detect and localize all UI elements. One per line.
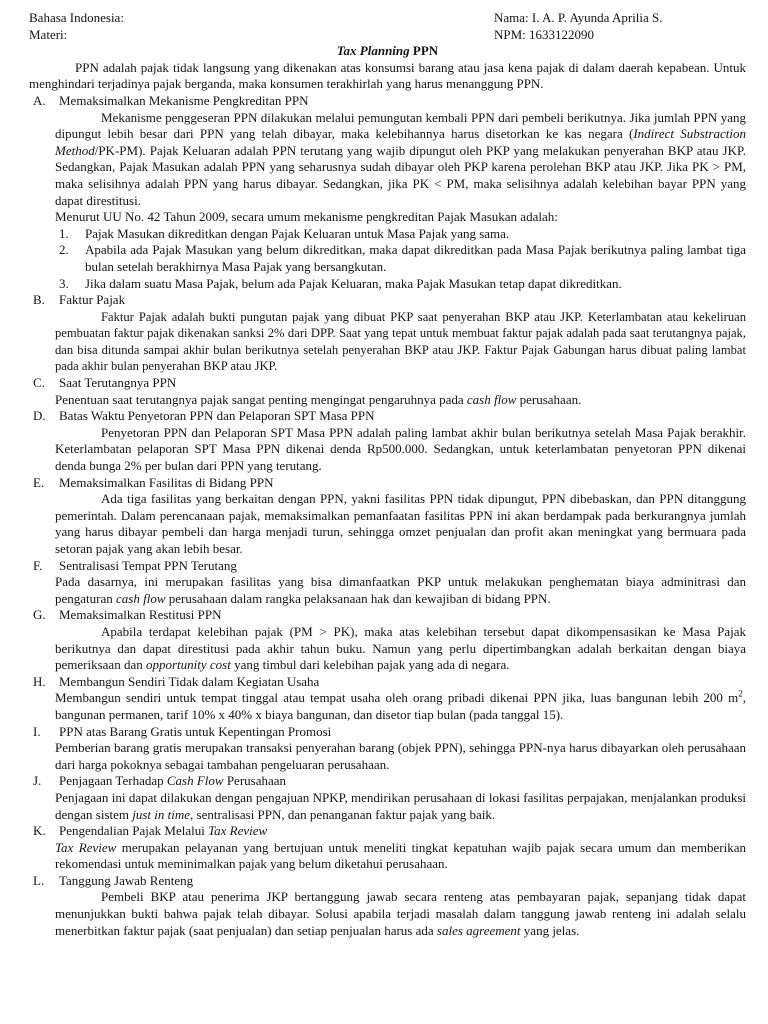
text-run: Perusahaan bbox=[223, 773, 287, 789]
section-g-body bbox=[55, 624, 746, 674]
text-run: Pengendalian Pajak Melalui bbox=[59, 823, 209, 839]
section-marker: J. bbox=[33, 773, 42, 789]
section-marker: G. bbox=[33, 607, 46, 623]
text-run: Penjagaan Terhadap bbox=[59, 773, 167, 789]
section-h-heading bbox=[29, 674, 746, 691]
section-marker: E. bbox=[33, 474, 45, 490]
section-title: Sentralisasi Tempat PPN Terutang bbox=[59, 557, 237, 573]
numbered-item bbox=[59, 276, 746, 293]
italic-term: Indirect Substraction Method bbox=[55, 126, 746, 158]
italic-term: Tax Review bbox=[208, 823, 268, 839]
section-e-body bbox=[55, 491, 746, 557]
italic-term: Cash Flow bbox=[166, 773, 224, 789]
section-marker: D. bbox=[33, 408, 46, 424]
section-i-heading bbox=[29, 724, 746, 741]
text-run: merupakan pelayanan yang bertujuan untuk meneliti tingkat kepatuhan wajib pajak secara umum dan memberikan rekomendasi untuk meminimalkan pajak yang belum diketahui perusahaan. bbox=[55, 839, 747, 872]
section-title: Saat Terutangnya PPN bbox=[59, 375, 177, 391]
section-title: Tanggung Jawab Renteng bbox=[59, 872, 194, 888]
numbered-item bbox=[59, 242, 746, 275]
section-j-paragraph bbox=[55, 790, 746, 823]
section-title bbox=[59, 773, 746, 790]
student-name: Nama: I. A. P. Ayunda Aprilia S. bbox=[494, 10, 663, 25]
student-npm: NPM: 1633122090 bbox=[494, 26, 595, 42]
item-marker: 2. bbox=[59, 242, 69, 258]
section-f-paragraph bbox=[55, 574, 746, 607]
text-run: Mekanisme penggeseran PPN dilakukan melalui pemungutan kembali PPN dari pembeli berikutnya. Jika jumlah PPN yang dipungut lebih besar dari PPN yang telah dibayar, maka kelebihannya harus disetorkan ke kas negara ( bbox=[55, 109, 746, 142]
document-title bbox=[29, 43, 746, 60]
section-title: Faktur Pajak bbox=[59, 292, 126, 308]
superscript: 2 bbox=[738, 689, 743, 700]
section-i-body bbox=[55, 740, 746, 773]
section-c-paragraph bbox=[55, 392, 746, 409]
item-marker: 3. bbox=[59, 275, 69, 291]
section-b-body bbox=[55, 309, 746, 375]
section-h-body bbox=[55, 690, 746, 723]
section-b-paragraph: Faktur Pajak adalah bukti pungutan pajak yang dibuat PKP saat penyerahan BKP atau JKP. Keterlambatan atau kekeliruan pembuatan faktur pajak dikenakan sanksi 2% dari DPP. Saat yang tepat untuk membuat faktur pajak adalah pada saat terutangnya pajak, dan bisa ditunda sampai akhir bulan berikutnya setelah penyerahan BKP atau JKP. Faktur Pajak Gabungan harus dibuat paling lambat pada akhir bulan penyerahan BKP atau JKP. bbox=[55, 309, 746, 374]
item-marker: 1. bbox=[59, 225, 69, 241]
title-rest: PPN bbox=[409, 43, 439, 59]
text-run: Penentuan saat terutangnya pajak sangat penting mengingat pengaruhnya pada bbox=[55, 391, 467, 407]
item-text: Apabila ada Pajak Masukan yang belum dikreditkan, maka dapat dikreditkan pada Masa Pajak berikutnya paling lambat tiga bulan setelah berakhirnya Masa Pajak yang bersangkutan. bbox=[85, 242, 746, 274]
numbered-item bbox=[59, 226, 746, 243]
section-marker: I. bbox=[33, 723, 41, 739]
section-marker: K. bbox=[33, 823, 46, 839]
text-run: Pembeli BKP atau penerima JKP bertanggung jawab secara renteng atas pembayaran pajak, sepanjang tidak dapat menunjukkan bukti bahwa pajak telah dibayar. Solusi apabila terjadi masalah dalam tanggung jawab renteng ini adalah selalu menerbitkan faktur pajak (saat penjualan) dan setiap penjualan harus ada bbox=[55, 889, 746, 938]
section-j-body bbox=[55, 790, 746, 823]
section-title: Memaksimalkan Mekanisme Pengkreditan PPN bbox=[59, 92, 309, 108]
section-title: Memaksimalkan Restitusi PPN bbox=[59, 607, 222, 623]
section-marker: C. bbox=[33, 375, 45, 391]
section-k-body bbox=[55, 840, 746, 873]
section-title bbox=[59, 823, 746, 840]
section-c-body bbox=[55, 392, 746, 409]
section-h-paragraph bbox=[55, 690, 746, 723]
section-e-paragraph: Ada tiga fasilitas yang berkaitan dengan PPN, yakni fasilitas PPN tidak dipungut, PPN dibebaskan, dan PPN ditanggung pemerintah. Dalam perencanaan pajak, memaksimalkan pemanfaatan fasilitas PPN ini akan berdampak pada berkurangnya jumlah yang harus dibayar pembeli dan harga menjadi turun, sehingga omzet penjualan dan profit akan meningkat yang bermuara pada setoran pajak yang akan lebih besar. bbox=[55, 491, 746, 556]
text-run: /PK-PM). Pajak Keluaran adalah PPN terutang yang wajib dipungut oleh PKP yang melakukan penyerahan BKP atau JKP. Sedangkan, Pajak Masukan adalah PPN yang seharusnya sudah dibayar oleh PKP karena perolehan BKP atau JKP. Jika PK > PM, maka selisihnya adalah PPN yang harus dibayar. Sedangkan, jika PK < PM, maka selisihnya adalah kelebihan bayar PPN yang dapat direstitusi. bbox=[55, 142, 746, 208]
text-run: perusahaan. bbox=[516, 391, 582, 407]
text-run: , bangunan permanen, tarif 10% x 40% x biaya bangunan, dan disetor tiap bulan (pada tanggal 15). bbox=[55, 690, 746, 722]
section-g-paragraph bbox=[55, 624, 746, 674]
section-a-heading bbox=[29, 93, 746, 110]
section-title: Memaksimalkan Fasilitas di Bidang PPN bbox=[59, 474, 274, 490]
text-run: Apabila terdapat kelebihan pajak (PM > PK), maka atas kelebihan tersebut dapat dikompensasikan ke Masa Pajak berikutnya dan dapat direstitusi pada akhir tahun buku. Namun yang perlu dipertimbangkan adalah berkaitan dengan biaya pemeriksaan dan bbox=[55, 623, 746, 673]
section-title: Membangun Sendiri Tidak dalam Kegiatan Usaha bbox=[59, 673, 320, 689]
italic-term: Tax Review bbox=[55, 839, 117, 855]
section-i-paragraph: Pemberian barang gratis merupakan transaksi penyerahan barang (objek PPN), sehingga PPN-nya harus dibayarkan oleh perusahaan dari harga pokoknya sebagai tambahan pengeluaran perusahaan. bbox=[55, 740, 746, 772]
italic-term: cash flow bbox=[116, 590, 166, 606]
text-run: Membangun sendiri untuk tempat tinggal atau tempat usaha oleh orang pribadi dikenai PPN jika, luas bangunan lebih 200 m bbox=[55, 690, 739, 706]
section-marker: B. bbox=[33, 292, 45, 308]
italic-term: cash flow bbox=[466, 391, 517, 407]
section-f-body bbox=[55, 574, 746, 607]
section-marker: H. bbox=[33, 673, 46, 689]
section-d-heading bbox=[29, 408, 746, 425]
italic-term: sales agreement bbox=[436, 922, 521, 938]
section-j-heading bbox=[29, 773, 746, 790]
section-l-paragraph bbox=[55, 889, 746, 939]
topic-label: Materi: bbox=[29, 26, 68, 42]
section-k-paragraph bbox=[55, 840, 746, 873]
section-d-paragraph: Penyetoran PPN dan Pelaporan SPT Masa PPN adalah paling lambat akhir bulan berikutnya setelah Masa Pajak berakhir. Keterlambatan pelaporan SPT Masa PPN dikenai denda Rp500.000. Sedangkan, untuk keterlambatan penyetoran PPN dikenai denda bunga 2% per bulan dari PPN yang terutang. bbox=[55, 424, 746, 474]
section-l-body bbox=[55, 889, 746, 939]
section-title: PPN atas Barang Gratis untuk Kepentingan Promosi bbox=[59, 723, 332, 739]
section-e-heading bbox=[29, 475, 746, 492]
text-run: yang timbul dari kelebihan pajak yang ada di negara. bbox=[230, 657, 510, 673]
header-row-1 bbox=[29, 10, 746, 27]
section-d-body bbox=[55, 425, 746, 475]
text-run: Pada dasarnya, ini merupakan fasilitas yang bisa dimanfaatkan PKP untuk melakukan penghematan biaya adminitrasi dan pengaturan bbox=[55, 574, 746, 606]
section-marker: A. bbox=[33, 92, 46, 108]
header-row-2 bbox=[29, 27, 746, 44]
subject-label: Bahasa Indonesia: bbox=[29, 10, 124, 25]
section-title: Batas Waktu Penyetoran PPN dan Pelaporan SPT Masa PPN bbox=[59, 408, 375, 424]
italic-term: just in time bbox=[132, 806, 191, 822]
title-italic: Tax Planning bbox=[336, 43, 410, 59]
section-c-heading bbox=[29, 375, 746, 392]
section-g-heading bbox=[29, 607, 746, 624]
section-a-paragraph-2: Menurut UU No. 42 Tahun 2009, secara umum mekanisme pengkreditan Pajak Masukan adalah: bbox=[55, 209, 558, 225]
section-l-heading bbox=[29, 873, 746, 890]
section-marker: F. bbox=[33, 557, 43, 573]
intro-paragraph: PPN adalah pajak tidak langsung yang dikenakan atas konsumsi barang atau jasa kena pajak di dalam daerah kepabean. Untuk menghindari terjadinya pajak berganda, maka konsumen terakhirlah yang harus menanggung PPN. bbox=[29, 59, 746, 92]
section-marker: L. bbox=[33, 872, 45, 888]
item-text: Pajak Masukan dikreditkan dengan Pajak Keluaran untuk Masa Pajak yang sama. bbox=[85, 225, 510, 241]
section-f-heading bbox=[29, 558, 746, 575]
section-b-heading bbox=[29, 292, 746, 309]
text-run: perusahaan dalam rangka pelaksanaan hak dan kewajiban di bidang PPN. bbox=[165, 590, 551, 606]
text-run: Penjagaan ini dapat dilakukan dengan pengajuan NPKP, mendirikan perusahaan di lokasi fasilitas perpajakan, menjalankan produksi dengan sistem bbox=[55, 789, 746, 822]
italic-term: opportunity cost bbox=[145, 657, 231, 673]
text-run: yang jelas. bbox=[520, 922, 580, 938]
section-a-body bbox=[55, 110, 746, 226]
text-run: , sentralisasi PPN, dan penanganan faktur pajak yang baik. bbox=[190, 806, 496, 822]
item-text: Jika dalam suatu Masa Pajak, belum ada Pajak Keluaran, maka Pajak Masukan tetap dapat dikreditkan. bbox=[85, 275, 622, 291]
section-k-heading bbox=[29, 823, 746, 840]
section-a-paragraph bbox=[55, 110, 746, 210]
